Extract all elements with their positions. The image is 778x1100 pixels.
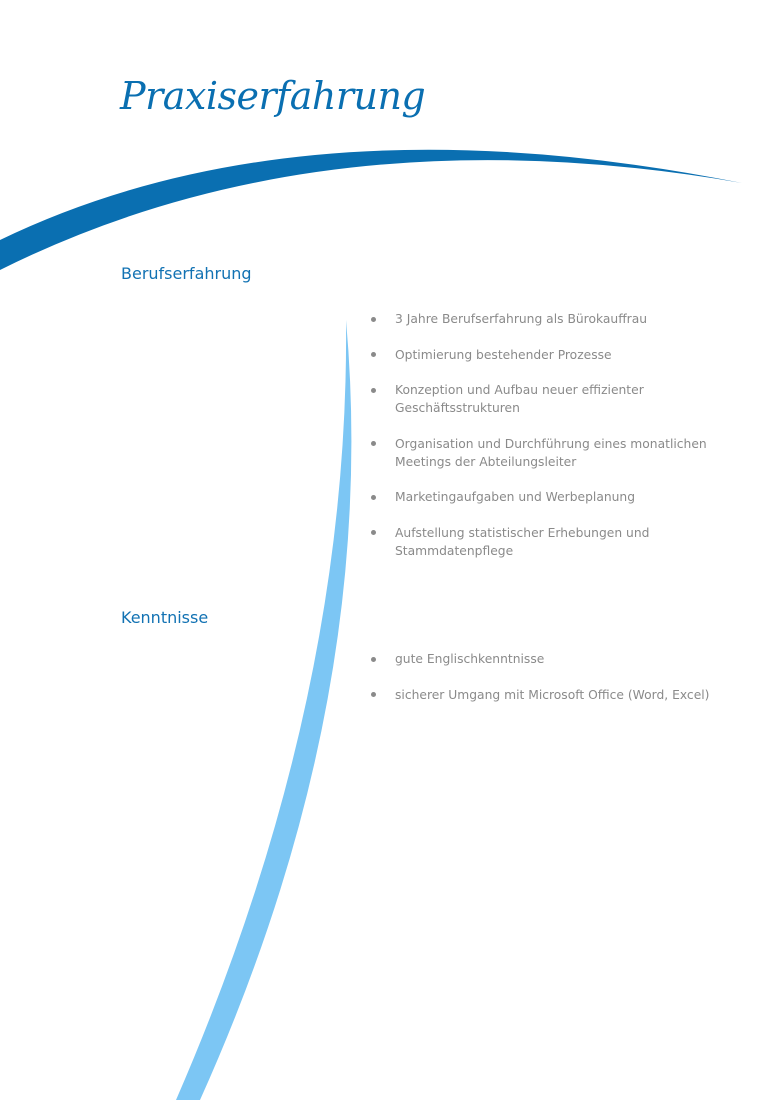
- bullet-icon: [371, 495, 376, 500]
- bullet-icon: [371, 317, 376, 322]
- list-item-text: sicherer Umgang mit Microsoft Office (Word, Excel): [395, 687, 710, 702]
- bullet-icon: [371, 352, 376, 357]
- list-item: [369, 488, 739, 506]
- page-title: Praxiserfahrung: [120, 74, 426, 118]
- list-item: [369, 435, 739, 471]
- section-heading-kenntnisse: Kenntnisse: [121, 608, 209, 627]
- bullet-icon: [371, 530, 376, 535]
- bullet-icon: [371, 388, 376, 393]
- list-item-text: Konzeption und Aufbau neuer effizienter Geschäftsstrukturen: [395, 383, 644, 415]
- list-item-text: gute Englischkenntnisse: [395, 652, 545, 666]
- list-item-text: 3 Jahre Berufserfahrung als Bürokauffrau: [395, 312, 648, 326]
- list-item: [369, 524, 739, 560]
- vertical-light-blue-swoosh: [176, 320, 351, 1100]
- list-item: [369, 650, 739, 668]
- experience-list: [369, 310, 739, 577]
- list-item-text: Aufstellung statistischer Erhebungen und Stammdatenpflege: [395, 525, 650, 558]
- list-item: [369, 310, 739, 328]
- bullet-icon: [371, 441, 376, 446]
- list-item: [369, 346, 739, 364]
- list-item-text: Optimierung bestehender Prozesse: [395, 347, 612, 362]
- bullet-icon: [371, 692, 376, 697]
- list-item-text: Marketingaufgaben und Werbeplanung: [395, 490, 636, 504]
- skills-list: [369, 650, 739, 721]
- bullet-icon: [371, 657, 376, 662]
- section-heading-berufserfahrung: Berufserfahrung: [121, 264, 252, 283]
- list-item: [369, 686, 739, 704]
- list-item-text: Organisation und Durchführung eines monatlichen Meetings der Abteilungsleiter: [395, 436, 707, 469]
- top-blue-swoosh: [0, 150, 742, 270]
- list-item: [369, 381, 739, 417]
